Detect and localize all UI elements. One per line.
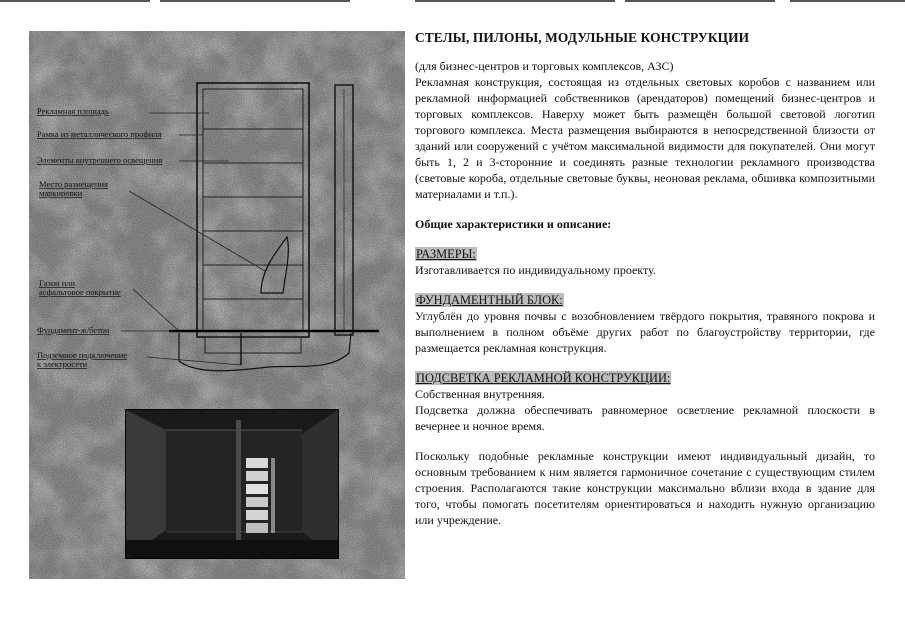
leader-line xyxy=(133,289,179,331)
top-rule xyxy=(160,0,350,2)
foundation-text: Углублён до уровня почвы с возобновлением твёрдого покрытия, травяного покрова и выполнением в полном объёме других работ по благоустройству территории, где размещается рекламная конструкция. xyxy=(415,309,875,355)
subtitle: (для бизнес-центров и торговых комплексов, АЗС) xyxy=(415,59,674,73)
top-rule xyxy=(415,0,615,2)
label-metal-frame: Рамка из металлического профиля xyxy=(37,129,162,139)
top-rule xyxy=(790,0,905,2)
label-ad-surface: Рекламная площадь xyxy=(37,106,109,116)
sizes-text: Изготавливается по индивидуальному проекту. xyxy=(415,263,656,277)
label-lawn-asphalt: Газон или асфальтовое покрытие xyxy=(39,278,121,297)
foundation-slab xyxy=(205,337,301,353)
lighting-heading: ПОДСВЕТКА РЕКЛАМНОЙ КОНСТРУКЦИИ: xyxy=(416,371,671,385)
label-marking-place: Место размещения маркировки xyxy=(39,179,108,198)
article xyxy=(415,30,875,528)
pylon-inner-frame xyxy=(203,89,303,331)
intro-paragraph: Рекламная конструкция, состоящая из отдельных световых коробов с названием или рекламной информацией собственников (арендаторов) помещений бизнес-центров и торговых комплексов. Наверху может быть размещён большой световой логотип торгового комплекса. Места размещения выбираются в непосредственной близости от зданий или сооружений с учётом максимальной видимости для покупателей. Они могут быть 1, 2 и 3-сторонние и соединять разные технологии рекламного производства (световые короба, отдельные световые буквы, неоновая реклама, обшивка композитными материалами и т.п.). xyxy=(415,75,875,201)
leader-line xyxy=(147,357,241,365)
lighting-text-2: Подсветка должна обеспечивать равномерное осветление рекламной плоскости в вечернее и ночное время. xyxy=(415,403,875,433)
lighting-text-1: Собственная внутренняя. xyxy=(415,387,545,401)
top-rule xyxy=(0,0,150,2)
label-foundation: Фундамент-ж/бетон xyxy=(37,325,110,335)
sizes-heading: РАЗМЕРЫ: xyxy=(416,247,476,261)
top-rule xyxy=(625,0,775,2)
label-underground-power: Подземное подключение к электросети xyxy=(37,350,128,369)
label-inner-lighting: Элементы внутреннего освещения xyxy=(37,155,163,165)
page-title: СТЕЛЫ, ПИЛОНЫ, МОДУЛЬНЫЕ КОНСТРУКЦИИ xyxy=(415,30,750,45)
closing-paragraph: Поскольку подобные рекламные конструкции имеют индивидуальный дизайн, то основным требованием к ним является гармоничное сочетание с существующим стилем строения. Располагаются такие конструкции максимально вблизи входа в здание для того, чтобы помогать посетителям ориентироваться и находить нужную организацию или учреждение. xyxy=(415,449,875,527)
foundation-heading: ФУНДАМЕНТНЫЙ БЛОК: xyxy=(416,293,563,307)
illustration-panel xyxy=(29,31,405,579)
pylon-photo xyxy=(125,409,339,559)
characteristics-heading: Общие характеристики и описание: xyxy=(415,217,612,231)
pylon-diagram xyxy=(29,31,405,391)
